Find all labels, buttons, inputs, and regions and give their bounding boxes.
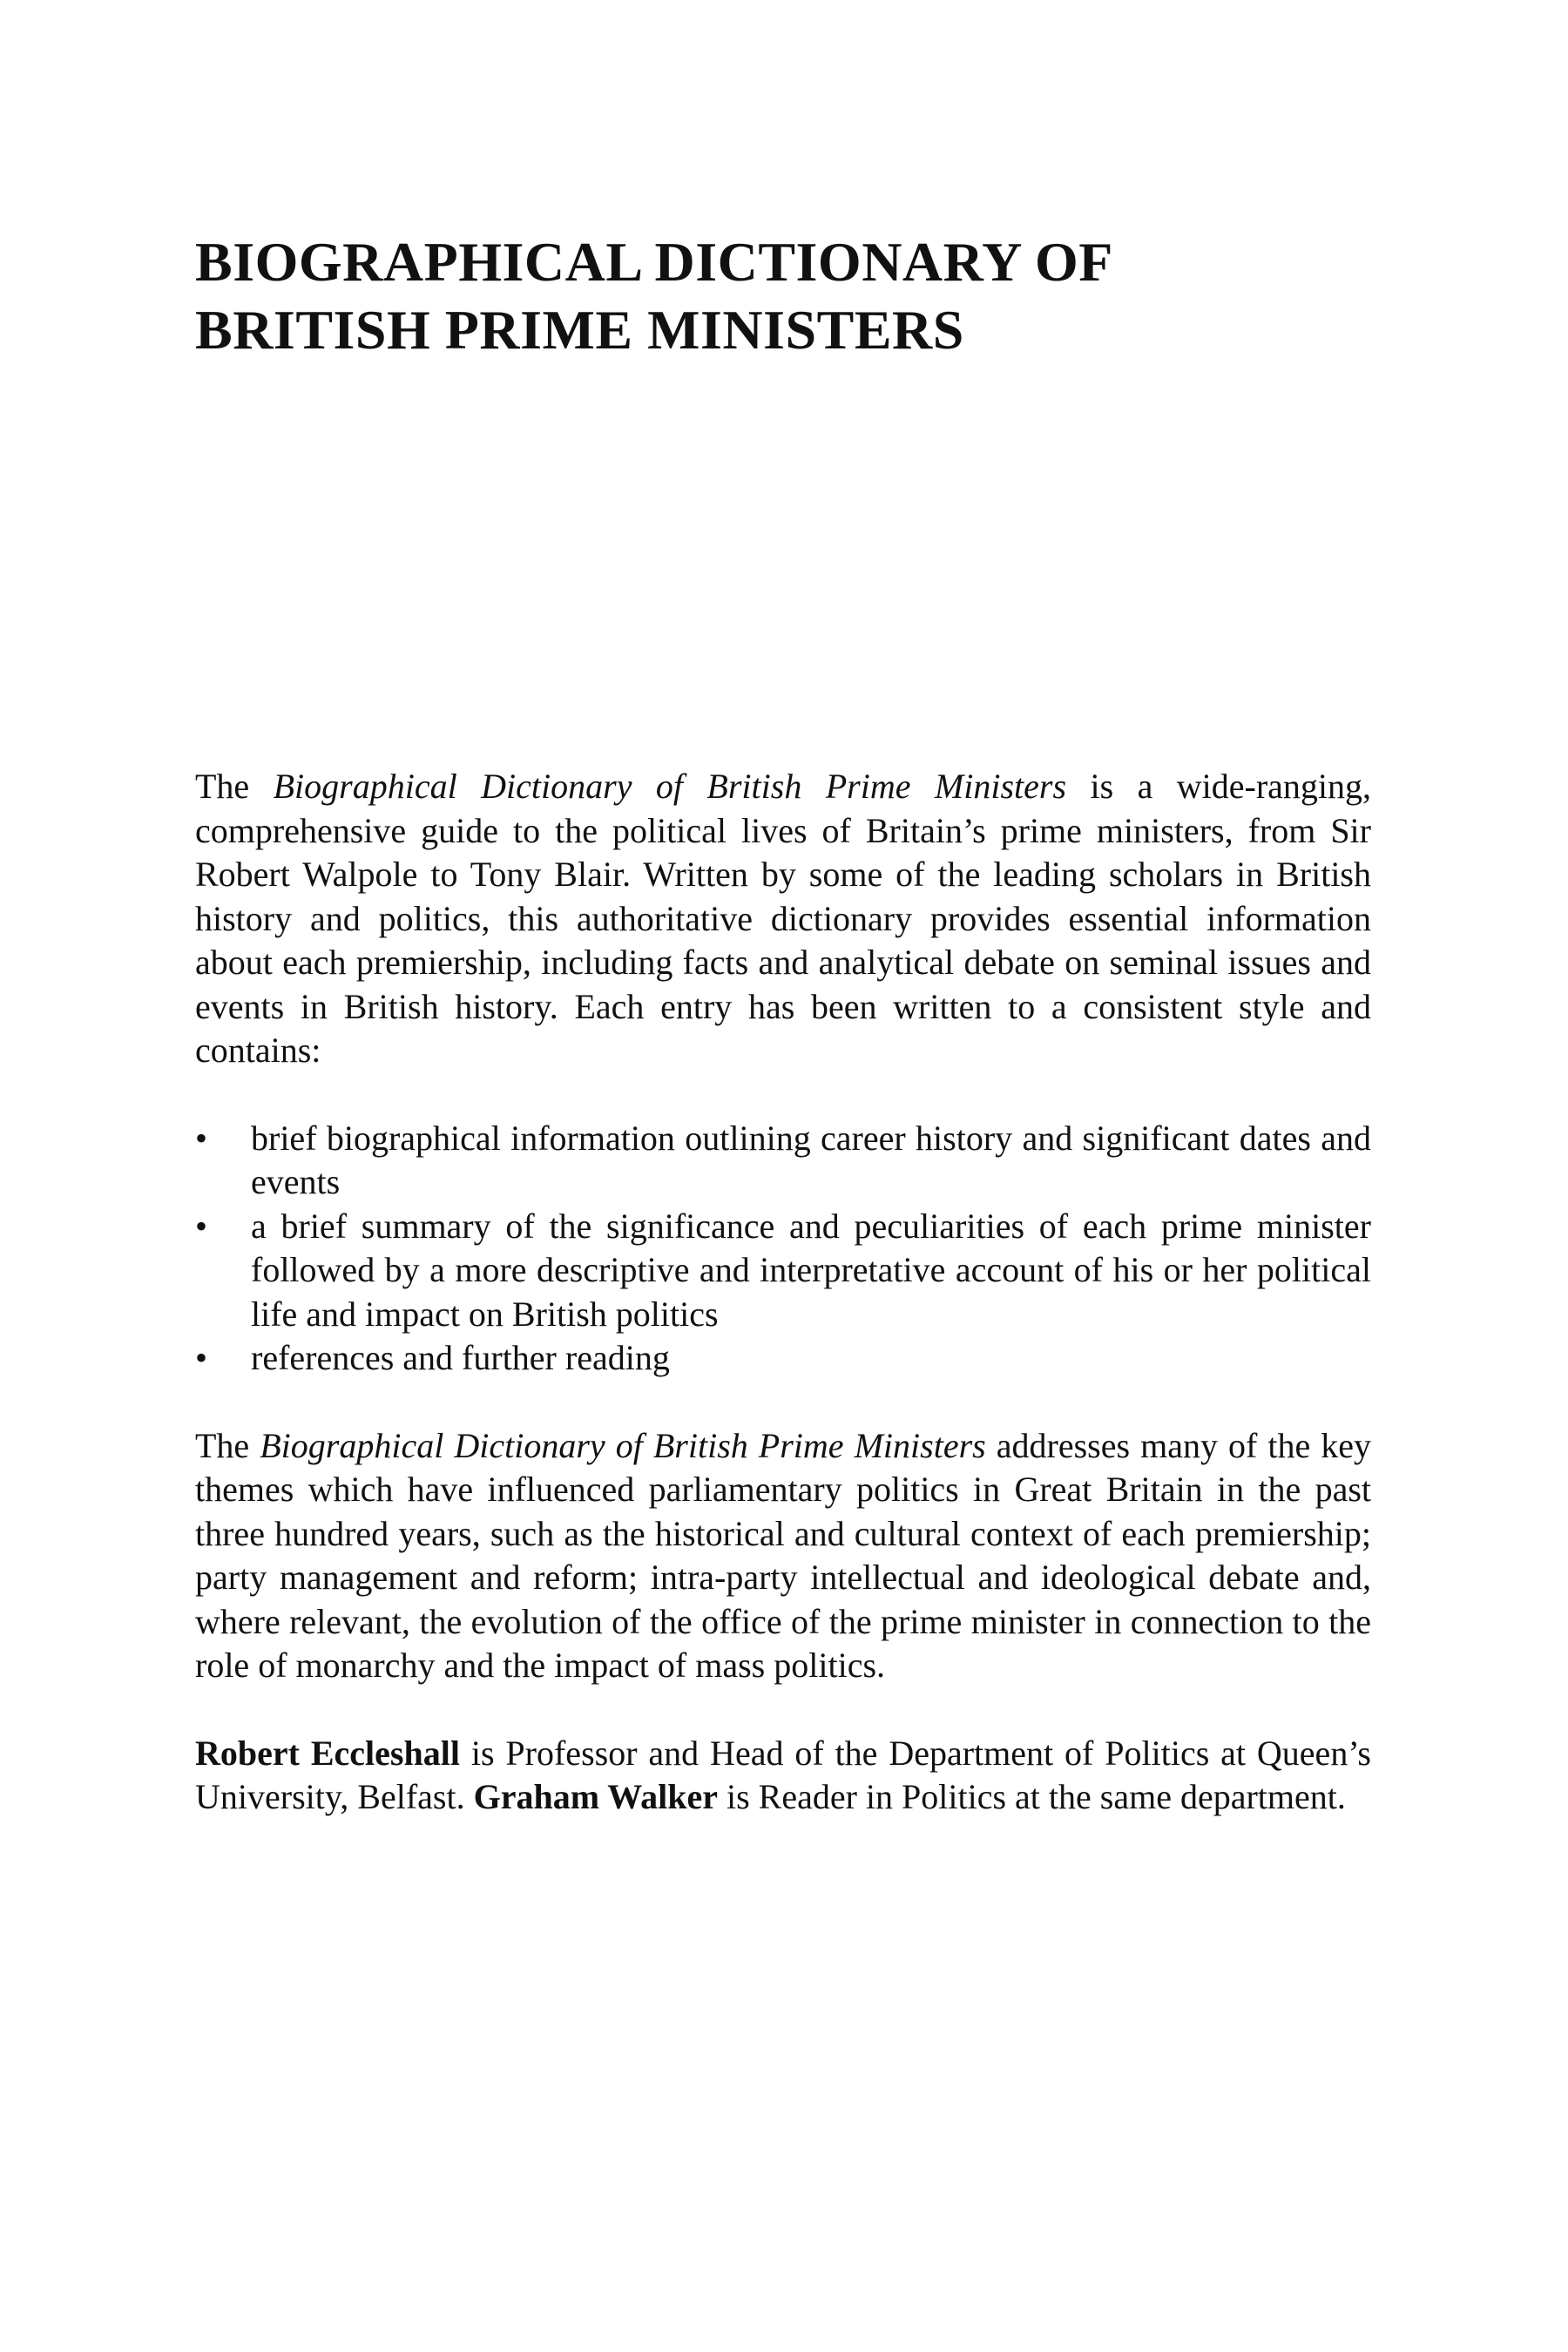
authors-paragraph — [195, 1732, 1371, 1820]
bullet-icon: • — [195, 1338, 208, 1377]
list-item-text: references and further reading — [251, 1338, 670, 1377]
title-line-2: BRITISH PRIME MINISTERS — [195, 299, 964, 361]
themes-lead: The — [195, 1425, 260, 1465]
list-item-text: brief biographical information outlining career history and significant dates and events — [251, 1118, 1371, 1201]
themes-text: addresses many of the key themes which have influenced parliamentary politics in Great Britain in the past three hundred years, such as the historical and cultural context of each premiership; party management and reform; intra-party intellectual and ideological debate and, where relevant, the evolution of the office of the prime minister in connection to the role of monarchy and the impact of mass politics. — [195, 1425, 1372, 1685]
intro-lead: The — [195, 767, 274, 806]
themes-book-title: Biographical Dictionary of British Prime Ministers — [260, 1425, 986, 1465]
list-item-text: a brief summary of the significance and peculiarities of each prime minister followed by a more descriptive and interpretative account of his or her political life and impact on British politics — [251, 1206, 1371, 1334]
intro-paragraph — [195, 765, 1371, 1073]
title-line-1: BIOGRAPHICAL DICTIONARY OF — [195, 231, 1113, 293]
author-1-name: Robert Eccleshall — [195, 1733, 460, 1773]
author-1-description: is Professor and Head of the Department of Politics at Queen’s University, Belfast. — [195, 1733, 1371, 1816]
intro-text: is a wide-ranging, comprehensive guide to the political lives of Britain’s prime ministers, from Sir Robert Walpole to Tony Blair. Written by some of the leading scholars in British history and politics, this authoritative dictionary provides essential information about each premiership, including facts and analytical debate on seminal issues and events in British history. Each entry has been written to a consistent style and contains: — [195, 767, 1372, 1070]
bullet-icon: • — [195, 1118, 208, 1158]
intro-book-title: Biographical Dictionary of British Prime Ministers — [273, 767, 1067, 806]
bullet-icon: • — [195, 1206, 208, 1246]
author-2-description: is Reader in Politics at the same department. — [717, 1777, 1346, 1816]
page-title — [195, 228, 1415, 364]
themes-paragraph — [195, 1424, 1371, 1688]
blurb-body — [195, 765, 1371, 1820]
list-item — [195, 1205, 1371, 1337]
features-list — [195, 1117, 1371, 1381]
list-item — [195, 1117, 1371, 1205]
author-2-name: Graham Walker — [473, 1777, 718, 1816]
list-item — [195, 1336, 1371, 1381]
